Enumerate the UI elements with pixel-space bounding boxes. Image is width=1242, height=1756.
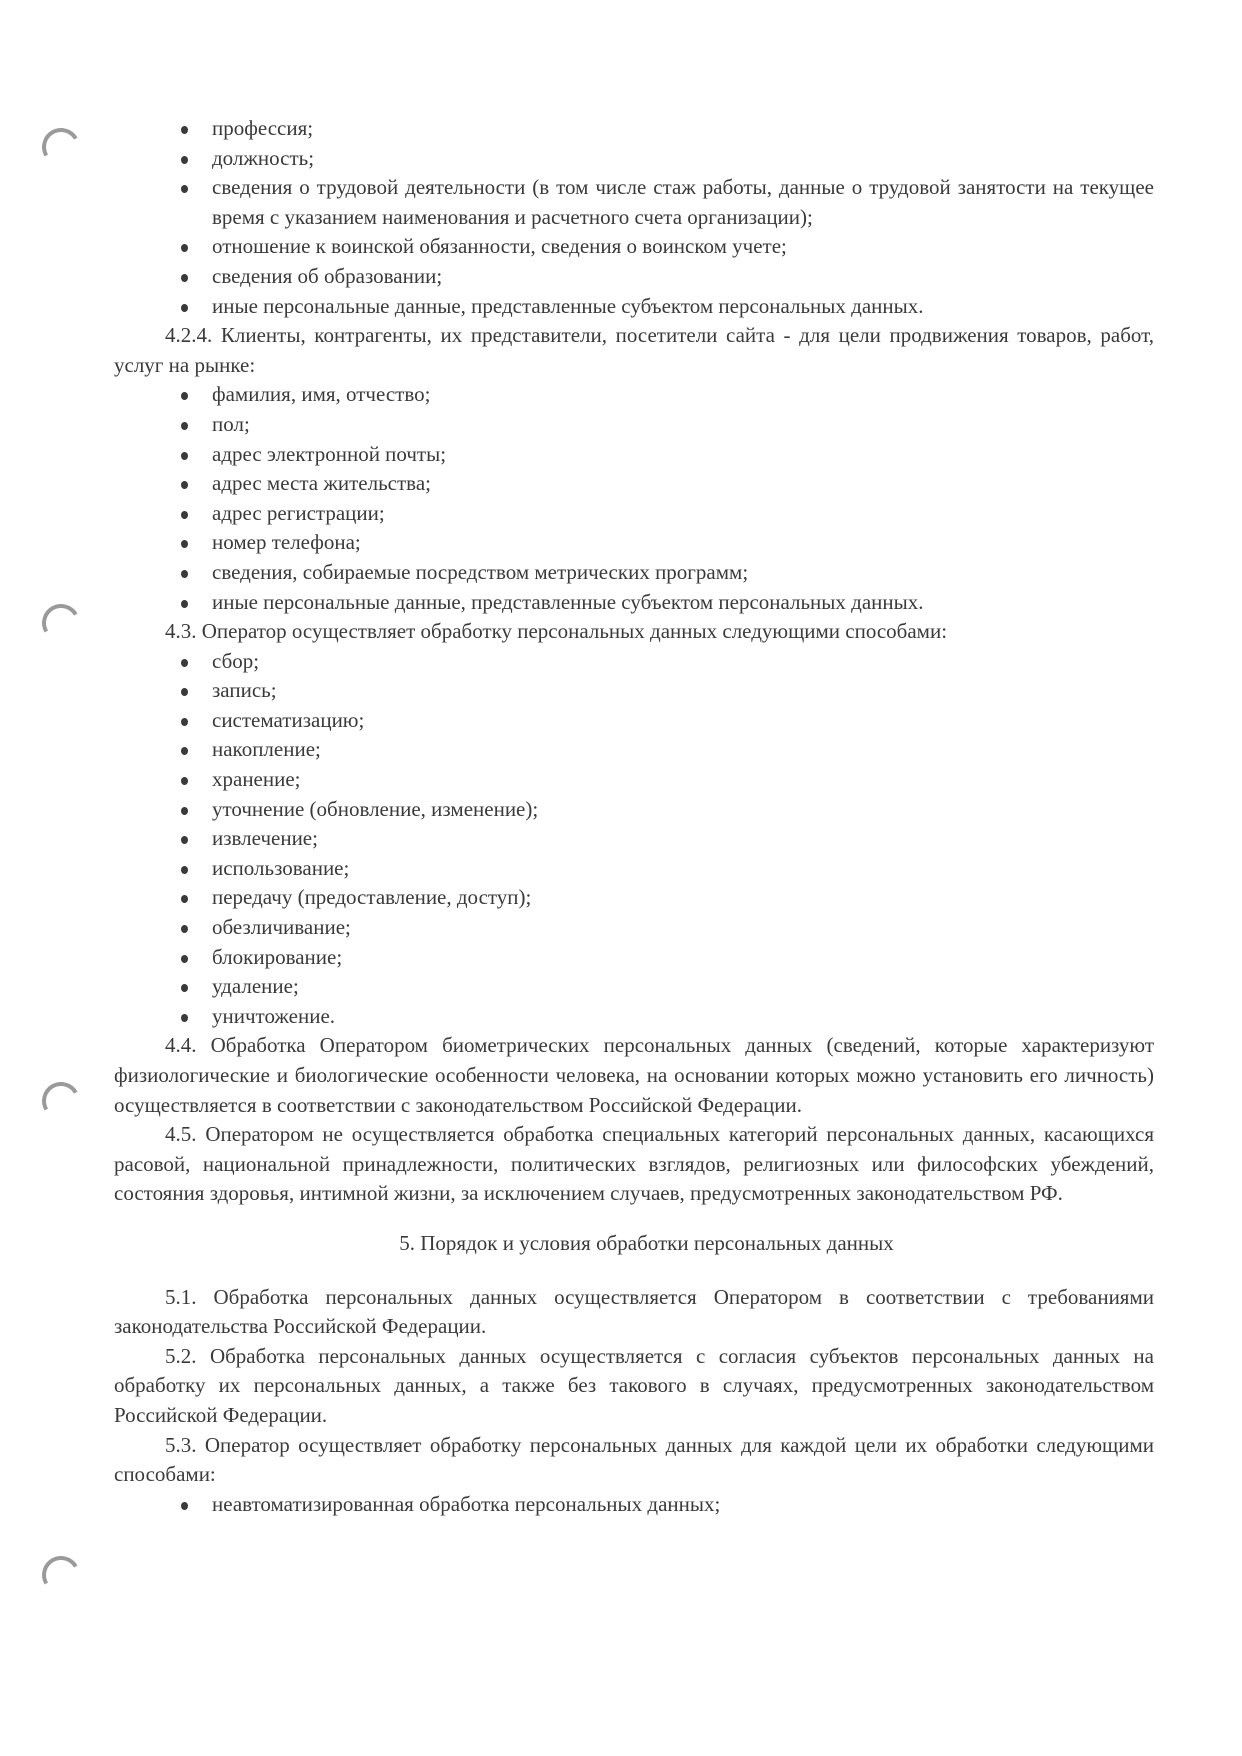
list-item: отношение к воинской обязанности, сведения о воинском учете; <box>212 232 1154 262</box>
paragraph-4-2-4: 4.2.4. Клиенты, контрагенты, их представители, посетители сайта - для цели продвижения товаров, работ, услуг на рынке: <box>114 323 1154 377</box>
hole-punch-mark <box>38 124 85 171</box>
list-item: сведения, собираемые посредством метрических программ; <box>212 558 1154 588</box>
list-item: должность; <box>212 144 1154 174</box>
list-item: фамилия, имя, отчество; <box>212 380 1154 410</box>
list-item: извлечение; <box>212 824 1154 854</box>
list-item: передачу (предоставление, доступ); <box>212 883 1154 913</box>
list-item: неавтоматизированная обработка персональных данных; <box>212 1490 1154 1520</box>
hole-punch-mark <box>38 1078 85 1125</box>
list-item: сбор; <box>212 647 1154 677</box>
list-personal-data-employees <box>114 114 1154 321</box>
list-item: номер телефона; <box>212 528 1154 558</box>
list-item: запись; <box>212 676 1154 706</box>
paragraph-5-2: 5.2. Обработка персональных данных осуществляется с согласия субъектов персональных данных на обработку их персональных данных, а также без такового в случаях, предусмотренных законодательством Российской Федерации. <box>114 1343 1154 1427</box>
hole-punch-mark <box>38 1552 85 1599</box>
list-item: профессия; <box>212 114 1154 144</box>
list-item: обезличивание; <box>212 913 1154 943</box>
list-item: блокирование; <box>212 943 1154 973</box>
paragraph-5-1: 5.1. Обработка персональных данных осуществляется Оператором в соответствии с требованиями законодательства Российской Федерации. <box>114 1284 1154 1339</box>
paragraph-4-4: 4.4. Обработка Оператором биометрических персональных данных (сведений, которые характеризуют физиологические и биологические особенности человека, на основании которых можно установить его личность) осуществляется в соответствии с законодательством Российской Федерации. <box>114 1033 1154 1117</box>
list-item: адрес места жительства; <box>212 469 1154 499</box>
list-processing-types <box>114 1490 1154 1520</box>
document-page <box>114 114 1154 1519</box>
list-item: удаление; <box>212 972 1154 1002</box>
list-item: хранение; <box>212 765 1154 795</box>
list-item: использование; <box>212 854 1154 884</box>
hole-punch-mark <box>38 600 85 647</box>
list-item: сведения об образовании; <box>212 262 1154 292</box>
list-item: адрес регистрации; <box>212 499 1154 529</box>
list-item: уточнение (обновление, изменение); <box>212 795 1154 825</box>
list-item: накопление; <box>212 735 1154 765</box>
list-processing-methods <box>114 647 1154 1032</box>
list-item: иные персональные данные, представленные субъектом персональных данных. <box>212 588 1154 618</box>
list-item: систематизацию; <box>212 706 1154 736</box>
section-5-heading: 5. Порядок и условия обработки персональных данных <box>399 1230 894 1255</box>
list-item: уничтожение. <box>212 1002 1154 1032</box>
list-personal-data-clients <box>114 380 1154 617</box>
paragraph-4-3: 4.3. Оператор осуществляет обработку персональных данных следующими способами: <box>165 619 948 644</box>
paragraph-4-5: 4.5. Оператором не осуществляется обработка специальных категорий персональных данных, касающихся расовой, национальной принадлежности, политических взглядов, религиозных или философских убеждений, состояния здоровья, интимной жизни, за исключением случаев, предусмотренных законодательством РФ. <box>114 1122 1154 1206</box>
list-item: иные персональные данные, представленные субъектом персональных данных. <box>212 292 1154 322</box>
list-item: сведения о трудовой деятельности (в том числе стаж работы, данные о трудовой занятости на текущее время с указанием наименования и расчетного счета организации); <box>212 173 1154 232</box>
list-item: пол; <box>212 410 1154 440</box>
list-item: адрес электронной почты; <box>212 440 1154 470</box>
paragraph-5-3: 5.3. Оператор осуществляет обработку персональных данных для каждой цели их обработки следующими способами: <box>114 1432 1154 1487</box>
